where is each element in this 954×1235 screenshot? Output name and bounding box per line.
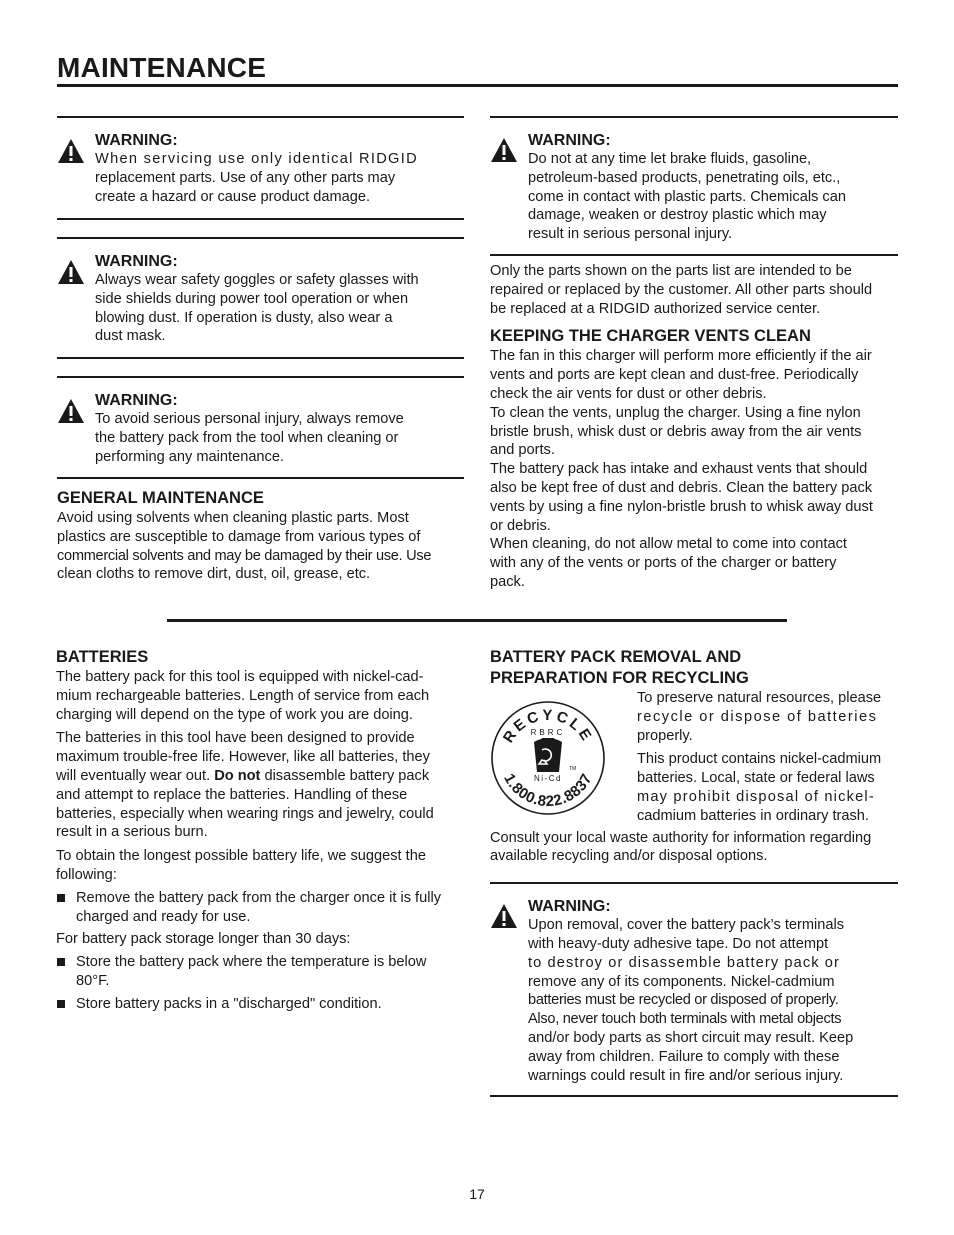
warning-heading: WARNING:: [528, 132, 611, 149]
svg-text:Ni-Cd: Ni-Cd: [534, 774, 562, 783]
section-heading-charger-vents: KEEPING THE CHARGER VENTS CLEAN: [490, 327, 811, 346]
parts-note-text: Only the parts shown on the parts list are intended to be repaired or replaced by the customer. All other parts should be replaced at a RIDGID authorized service center.: [490, 263, 873, 317]
recycling-preserve-text: To preserve natural resources, please recycle or dispose of batteries properly.: [637, 690, 882, 744]
warning-box-personal-injury: [57, 378, 464, 477]
list-item: Store battery packs in a "discharged" condition.: [56, 995, 464, 1014]
bullet-square-icon: [57, 958, 65, 966]
bullet-square-icon: [57, 894, 65, 902]
page-title: MAINTENANCE: [57, 52, 267, 83]
general-maintenance-text: Avoid using solvents when cleaning plastic parts. Most plastics are susceptible to damage from various types of commercial solvents and may be damaged by their use. Use clean cloths to remove dirt, dust, oil, grease, etc.: [57, 510, 432, 583]
battery-recycle-icon: [534, 738, 562, 772]
warning-heading: WARNING:: [528, 898, 611, 916]
warning-triangle-icon: [57, 398, 85, 424]
warning-heading: WARNING:: [95, 132, 178, 149]
page-number: 17: [469, 1186, 485, 1202]
svg-text:1.800.822.8837: 1.800.822.8837: [500, 770, 596, 811]
svg-text:RBRC: RBRC: [530, 728, 566, 737]
warning-text: Always wear safety goggles or safety glasses with side shields during power tool operation or when blowing dust. If operation is dusty, also wear a dust mask.: [95, 272, 419, 345]
rbrc-recycle-seal: [490, 700, 606, 816]
warning-text: To avoid serious personal injury, always remove the battery pack from the tool when cleaning or performing any maintenance.: [95, 411, 404, 465]
section-heading-recycling: BATTERY PACK REMOVAL AND PREPARATION FOR RECYCLING: [490, 648, 749, 687]
title-rule: [57, 84, 898, 87]
section-heading-general-maintenance: GENERAL MAINTENANCE: [57, 489, 264, 507]
warning-heading: WARNING:: [95, 253, 178, 270]
left-column-top: [57, 116, 464, 584]
warning-text: Upon removal, cover the battery pack’s terminals with heavy-duty adhesive tape. Do not attempt to destroy or disassemble battery pack or remove any of its components. Nickel-cadmium batteries must be recycled or disposed of properly. Also, never touch both terminals with metal objects and/or body parts as short circuit may result. Keep away from children. Failure to comply with these warnings could result in fire and/or serious injury.: [528, 917, 854, 1084]
svg-text:RECYCLE: RECYCLE: [499, 706, 597, 746]
svg-text:TM: TM: [569, 766, 577, 772]
section-divider: [167, 619, 787, 622]
bullet-square-icon: [57, 1000, 65, 1008]
charger-vents-text: The fan in this charger will perform more efficiently if the air vents and ports are kept clean and dust-free. Periodically check the air vents for dust or other debris. To clean the vents, unplug the charger. Using a fine nylon bristle brush, whisk dust or debris away from the air vents and ports. The battery pack has intake and exhaust vents that should also be kept free of dust and debris. Clean the battery pack vents by using a fine nylon-bristle brush to whisk away dust or debris. When cleaning, do not allow metal to come into contact with any of the vents or ports of the charger or battery pack.: [490, 348, 873, 590]
warning-triangle-icon: [490, 137, 518, 163]
list-item: Store the battery pack where the temperature is below 80°F.: [56, 953, 464, 991]
section-heading-batteries: BATTERIES: [56, 648, 149, 666]
warning-heading: WARNING:: [95, 392, 178, 409]
batteries-intro-text: The battery pack for this tool is equipped with nickel-cad- mium rechargeable batteries. Length of service from each charging will depend on the type of work you are doing.: [56, 669, 430, 723]
warning-box-parts: [57, 118, 464, 218]
recycling-nicad-text: This product contains nickel-cadmium batteries. Local, state or federal laws may prohibit disposal of nickel- cadmium batteries in ordinary trash.: [637, 751, 882, 824]
warning-box-goggles: [57, 239, 464, 357]
batteries-life-text: The batteries in this tool have been designed to provide maximum trouble-free life. However, like all batteries, they will eventually wear out. Do not disassemble battery pack and attempt to replace the batteries. Handling of these batteries, especially when wearing rings and jewelry, could result in a serious burn.: [56, 730, 434, 841]
list-item: Remove the battery pack from the charger once it is fully charged and ready for use.: [56, 889, 464, 927]
warning-triangle-icon: [57, 259, 85, 285]
warning-box-plastic-parts: [490, 118, 898, 254]
recycling-consult-text: Consult your local waste authority for information regarding available recycling and/or disposal options.: [490, 829, 872, 865]
warning-triangle-icon: [57, 138, 85, 164]
storage-intro-text: For battery pack storage longer than 30 days:: [56, 931, 351, 948]
warning-box-terminals: [490, 884, 898, 1095]
warning-triangle-icon: [490, 903, 518, 929]
warning-text: Do not at any time let brake fluids, gasoline, petroleum-based products, penetrating oils, etc., come in contact with plastic parts. Chemicals can damage, weaken or destroy plastic which may result in serious personal injury.: [528, 151, 846, 243]
right-column-bottom: [490, 647, 902, 1097]
right-column-top: [490, 116, 898, 592]
divider: [490, 1095, 898, 1097]
warning-text: When servicing use only identical RIDGID replacement parts. Use of any other parts may create a hazard or cause product damage.: [95, 151, 418, 205]
batteries-suggest-text: To obtain the longest possible battery life, we suggest the following:: [56, 848, 426, 883]
left-column-bottom: [56, 647, 464, 1014]
